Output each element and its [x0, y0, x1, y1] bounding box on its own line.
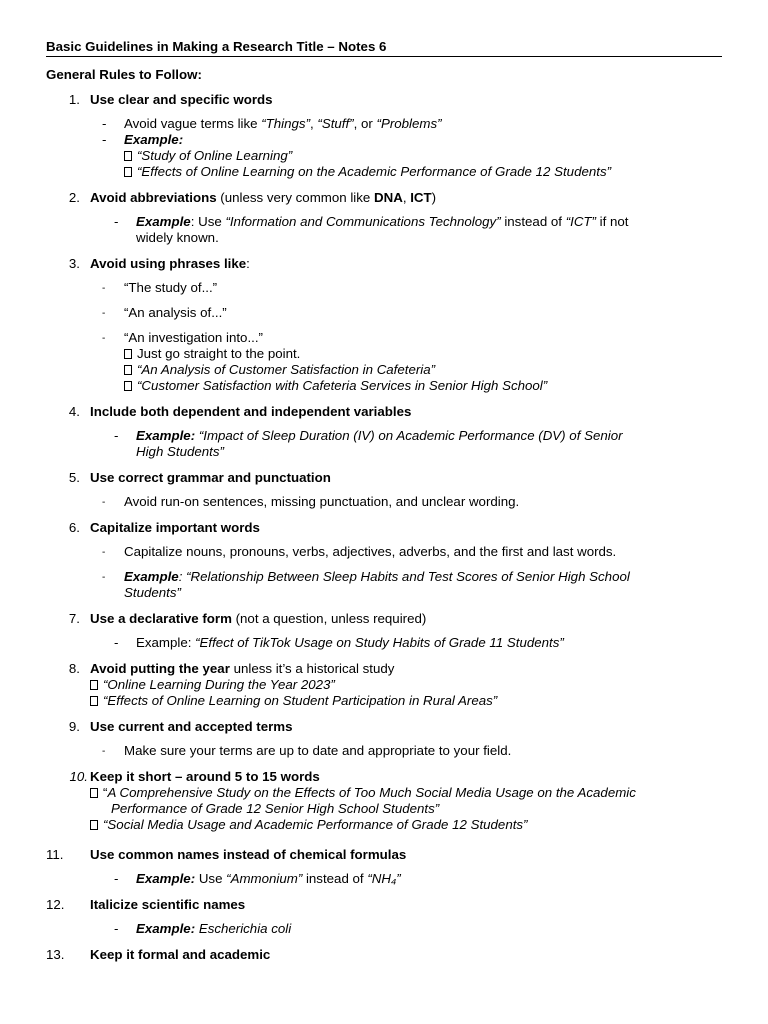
checkbox-icon — [90, 820, 98, 830]
rule-heading: Use a declarative form (not a question, unless required) — [90, 611, 427, 626]
rule-heading: Avoid using phrases like: — [90, 256, 250, 271]
rule-number: 5. — [68, 470, 80, 485]
checkbox-icon — [90, 696, 98, 706]
document-page — [46, 39, 722, 963]
rule-number: 1. — [68, 92, 80, 107]
list-item: - Example: “Relationship Between Sleep Habits and Test Scores of Senior High School Students” — [102, 569, 630, 600]
checkbox-icon — [124, 365, 132, 375]
checkbox-icon — [124, 381, 132, 391]
rule-number: 7. — [68, 611, 80, 626]
rule-item-5 — [46, 470, 722, 510]
rule-number: 9. — [68, 719, 80, 734]
checkbox-icon — [90, 680, 98, 690]
rule-item-12 — [46, 897, 722, 937]
rule-number: 10. — [69, 769, 88, 784]
list-item: - Avoid vague terms like “Things”, “Stuff”, or “Problems” — [102, 116, 442, 131]
rule-heading: Keep it short – around 5 to 15 words — [90, 769, 320, 784]
rule-item-3 — [46, 256, 722, 394]
list-item: - Example: “Impact of Sleep Duration (IV) on Academic Performance (DV) of Senior High Students” — [114, 428, 623, 459]
list-item: - Example: Escherichia coli — [114, 921, 292, 936]
rule-heading: Include both dependent and independent variables — [90, 404, 412, 419]
rule-number: 4. — [68, 404, 80, 419]
rule-number: 2. — [68, 190, 80, 205]
rule-item-11 — [46, 847, 722, 887]
rule-heading: Italicize scientific names — [90, 897, 246, 912]
rule-heading: Avoid abbreviations (unless very common like DNA, ICT) — [90, 190, 437, 205]
rule-item-1 — [46, 92, 722, 180]
rule-number: 11. — [46, 847, 64, 862]
rule-number: 13. — [46, 947, 65, 962]
rule-item-4 — [46, 404, 722, 460]
rule-heading: Use clear and specific words — [90, 92, 273, 107]
list-item: - Capitalize nouns, pronouns, verbs, adjectives, adverbs, and the first and last words. — [102, 544, 617, 559]
checkbox-icon — [124, 349, 132, 359]
checkbox-icon — [90, 788, 98, 798]
rule-item-10: 10. Keep it short – around 5 to 15 words “A Comprehensive Study on the Effects of Too Much Social Media Usage on the Academic Performance of Grade 12 Senior High School Students” “Social Media Usage and Academic Performance of Grade 12 Students” — [46, 769, 722, 833]
list-item: - “The study of...” — [102, 280, 218, 295]
rule-number: 3. — [68, 256, 80, 271]
section-heading: General Rules to Follow: — [46, 67, 202, 82]
list-item: - Example: Use “Ammonium” instead of “NH₄” — [114, 871, 401, 886]
list-item: - Example: “Study of Online Learning” “Effects of Online Learning on the Academic Performance of Grade 12 Students” — [102, 132, 612, 179]
rule-item-13 — [46, 947, 722, 963]
rule-item-7 — [46, 611, 722, 651]
list-item: - “An investigation into...” Just go straight to the point. “An Analysis of Customer Satisfaction in Cafeteria” “Customer Satisfaction with Cafeteria Services in Senior High School” — [102, 330, 548, 393]
rule-heading: Use correct grammar and punctuation — [90, 470, 331, 485]
list-item: - Make sure your terms are up to date and appropriate to your field. — [102, 743, 512, 758]
checkbox-icon — [124, 167, 132, 177]
list-item: - Example: “Effect of TikTok Usage on Study Habits of Grade 11 Students” — [114, 635, 564, 650]
rule-heading: Avoid putting the year unless it’s a historical study — [90, 661, 395, 676]
rule-heading: Capitalize important words — [90, 520, 260, 535]
list-item: - Avoid run-on sentences, missing punctuation, and unclear wording. — [102, 494, 520, 509]
list-item: - “An analysis of...” — [102, 305, 227, 320]
rule-number: 6. — [68, 520, 80, 535]
rule-number: 8. — [68, 661, 80, 676]
rule-item-6 — [46, 520, 722, 601]
rule-item-8: 8. Avoid putting the year unless it’s a historical study “Online Learning During the Year 2023” “Effects of Online Learning on Student Participation in Rural Areas” — [46, 661, 722, 709]
rule-heading: Use current and accepted terms — [90, 719, 293, 734]
list-item: - Example: Use “Information and Communications Technology” instead of “ICT” if not widely known. — [114, 214, 629, 245]
checkbox-icon — [124, 151, 132, 161]
rule-item-9 — [46, 719, 722, 759]
rule-heading: Use common names instead of chemical formulas — [90, 847, 407, 862]
rule-heading: Keep it formal and academic — [90, 947, 271, 962]
rule-item-2 — [46, 190, 722, 246]
page-title: Basic Guidelines in Making a Research Title – Notes 6 — [46, 39, 722, 57]
rule-number: 12. — [46, 897, 65, 912]
